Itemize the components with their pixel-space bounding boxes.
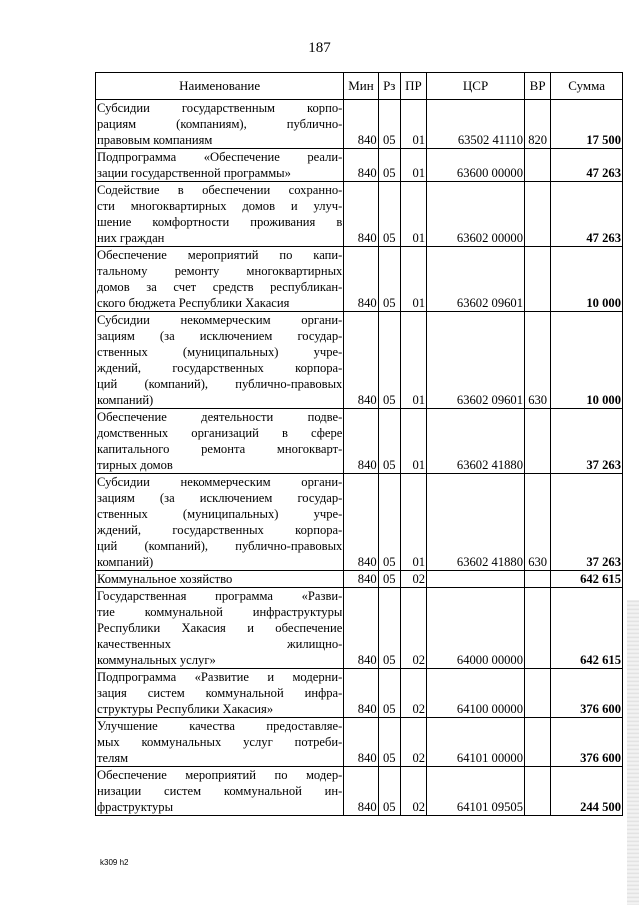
row-name-line: зация систем коммунальной инфра- [97, 686, 343, 700]
row-sum-cell: 376 600 [551, 718, 623, 767]
page-number: 187 [308, 40, 331, 56]
row-csr-cell [427, 571, 525, 588]
table-row [96, 409, 623, 474]
row-name-line: рациям (компаниям), публично- [97, 117, 343, 131]
row-pr-cell: 01 [400, 247, 426, 312]
row-name-line: Содействие в обеспечении сохранно- [97, 183, 343, 197]
row-name-cell [96, 100, 344, 149]
table-row [96, 718, 623, 767]
row-name-line: ждений, государственных корпора- [97, 523, 343, 537]
row-min-cell: 840 [344, 149, 378, 182]
row-name-line: низации систем коммунальной ин- [97, 784, 343, 798]
row-name-line: домов за счет средств республикан- [97, 280, 343, 294]
row-pr-cell: 01 [400, 149, 426, 182]
row-name-line: Коммунальное хозяйство [97, 572, 233, 586]
row-name-line: тие коммунальной инфраструктуры [97, 605, 343, 619]
row-name-line: Субсидии некоммерческим органи- [97, 313, 343, 327]
row-vr-cell [525, 588, 551, 669]
row-name-line: ского бюджета Республики Хакасия [97, 296, 290, 310]
row-name-cell [96, 182, 344, 247]
row-min-cell: 840 [344, 312, 378, 409]
budget-table [95, 72, 623, 816]
row-rz-cell: 05 [378, 767, 400, 816]
row-name-cell [96, 409, 344, 474]
row-vr-cell [525, 669, 551, 718]
row-rz-cell: 05 [378, 409, 400, 474]
row-name-line: Субсидии государственным корпо- [97, 101, 343, 115]
row-name-line: Субсидии некоммерческим органи- [97, 475, 343, 489]
row-min-cell: 840 [344, 474, 378, 571]
row-name-line: структуры Республики Хакасия» [97, 702, 274, 716]
table-row [96, 588, 623, 669]
row-min-cell: 840 [344, 571, 378, 588]
row-pr-cell: 01 [400, 409, 426, 474]
row-vr-cell [525, 718, 551, 767]
row-csr-cell: 63602 09601 [427, 247, 525, 312]
row-rz-cell: 05 [378, 182, 400, 247]
row-name-line: качественных жилищно- [97, 637, 343, 651]
row-pr-cell: 01 [400, 182, 426, 247]
row-name-line: мых коммунальных услуг потреби- [97, 735, 343, 749]
row-name-line: компаний) [97, 555, 154, 569]
table-row [96, 571, 623, 588]
row-name-line: фраструктуры [97, 800, 174, 814]
row-name-line: Обеспечение мероприятий по модер- [97, 768, 343, 782]
row-name-line: правовым компаниям [97, 133, 213, 147]
row-min-cell: 840 [344, 247, 378, 312]
row-rz-cell: 05 [378, 149, 400, 182]
row-sum-cell: 10 000 [551, 247, 623, 312]
row-sum-cell: 244 500 [551, 767, 623, 816]
row-pr-cell: 01 [400, 474, 426, 571]
row-name-cell [96, 588, 344, 669]
table-body [96, 100, 623, 816]
table-row [96, 182, 623, 247]
row-vr-cell [525, 409, 551, 474]
row-name-line: тальному ремонту многоквартирных [97, 264, 343, 278]
row-rz-cell: 05 [378, 571, 400, 588]
row-pr-cell: 02 [400, 718, 426, 767]
row-rz-cell: 05 [378, 312, 400, 409]
row-min-cell: 840 [344, 669, 378, 718]
column-header-name: Наименование [96, 73, 344, 100]
row-name-line: зации государственной программы» [97, 166, 291, 180]
row-name-line: Государственная программа «Разви- [97, 589, 343, 603]
row-name-line: ждений, государственных корпора- [97, 361, 343, 375]
row-name-line: Обеспечение деятельности подве- [97, 410, 343, 424]
row-name-cell [96, 247, 344, 312]
row-name-line: ственных (муниципальных) учре- [97, 507, 343, 521]
row-name-line: телям [97, 751, 129, 765]
row-min-cell: 840 [344, 182, 378, 247]
row-name-line: Республики Хакасия и обеспечение [97, 621, 343, 635]
row-sum-cell: 376 600 [551, 669, 623, 718]
row-name-line: капитального ремонта многокварт- [97, 442, 343, 456]
row-sum-cell: 642 615 [551, 571, 623, 588]
row-name-cell [96, 669, 344, 718]
row-rz-cell: 05 [378, 718, 400, 767]
row-pr-cell: 02 [400, 669, 426, 718]
row-rz-cell: 05 [378, 474, 400, 571]
row-csr-cell: 63602 41880 [427, 474, 525, 571]
table-row [96, 149, 623, 182]
row-csr-cell: 64101 00000 [427, 718, 525, 767]
row-name-line: Подпрограмма «Обеспечение реали- [97, 150, 343, 164]
row-name-cell [96, 571, 344, 588]
column-header-pr: ПР [400, 73, 426, 100]
row-min-cell: 840 [344, 588, 378, 669]
row-sum-cell: 37 263 [551, 474, 623, 571]
row-csr-cell: 64000 00000 [427, 588, 525, 669]
row-vr-cell [525, 149, 551, 182]
row-csr-cell: 63602 41880 [427, 409, 525, 474]
table-row [96, 247, 623, 312]
column-header-sum: Сумма [551, 73, 623, 100]
table-header-row [96, 73, 623, 100]
row-name-line: зациям (за исключением государ- [97, 329, 343, 343]
table-row [96, 312, 623, 409]
column-header-rz: Рз [378, 73, 400, 100]
row-csr-cell: 63600 00000 [427, 149, 525, 182]
row-rz-cell: 05 [378, 247, 400, 312]
row-name-line: компаний) [97, 393, 154, 407]
row-min-cell: 840 [344, 767, 378, 816]
row-pr-cell: 02 [400, 767, 426, 816]
row-name-line: Улучшение качества предоставляе- [97, 719, 343, 733]
row-name-line: зациям (за исключением государ- [97, 491, 343, 505]
row-name-cell [96, 312, 344, 409]
row-min-cell: 840 [344, 409, 378, 474]
row-vr-cell [525, 247, 551, 312]
row-name-line: ций (компаний), публично-правовых [97, 539, 343, 553]
row-min-cell: 840 [344, 718, 378, 767]
row-name-line: домственных организаций в сфере [97, 426, 343, 440]
row-vr-cell [525, 571, 551, 588]
row-csr-cell: 63502 41110 [427, 100, 525, 149]
table-row [96, 100, 623, 149]
row-name-cell [96, 767, 344, 816]
column-header-csr: ЦСР [427, 73, 525, 100]
row-name-cell [96, 718, 344, 767]
row-rz-cell: 05 [378, 100, 400, 149]
row-sum-cell: 17 500 [551, 100, 623, 149]
row-pr-cell: 01 [400, 100, 426, 149]
row-name-line: шение комфортности проживания в [97, 215, 343, 229]
row-csr-cell: 64100 00000 [427, 669, 525, 718]
row-name-line: них граждан [97, 231, 165, 245]
footer-code: k309 h2 [100, 858, 129, 867]
row-pr-cell: 02 [400, 571, 426, 588]
row-name-line: Подпрограмма «Развитие и модерни- [97, 670, 343, 684]
row-vr-cell [525, 767, 551, 816]
table-row [96, 474, 623, 571]
table-row [96, 669, 623, 718]
row-pr-cell: 02 [400, 588, 426, 669]
row-pr-cell: 01 [400, 312, 426, 409]
row-csr-cell: 64101 09505 [427, 767, 525, 816]
row-vr-cell [525, 182, 551, 247]
row-csr-cell: 63602 09601 [427, 312, 525, 409]
row-name-cell [96, 149, 344, 182]
row-vr-cell: 630 [525, 474, 551, 571]
row-sum-cell: 47 263 [551, 182, 623, 247]
row-vr-cell: 630 [525, 312, 551, 409]
row-min-cell: 840 [344, 100, 378, 149]
column-header-min: Мин [344, 73, 378, 100]
row-name-line: сти многоквартирных домов и улуч- [97, 199, 343, 213]
row-csr-cell: 63602 00000 [427, 182, 525, 247]
row-name-line: ственных (муниципальных) учре- [97, 345, 343, 359]
column-header-vr: ВР [525, 73, 551, 100]
row-sum-cell: 10 000 [551, 312, 623, 409]
scan-edge-artifact [627, 600, 639, 905]
row-vr-cell: 820 [525, 100, 551, 149]
table-row [96, 767, 623, 816]
row-sum-cell: 47 263 [551, 149, 623, 182]
row-rz-cell: 05 [378, 588, 400, 669]
row-name-line: Обеспечение мероприятий по капи- [97, 248, 343, 262]
row-sum-cell: 642 615 [551, 588, 623, 669]
row-name-line: коммунальных услуг» [97, 653, 216, 667]
row-name-line: тирных домов [97, 458, 173, 472]
row-name-cell [96, 474, 344, 571]
row-rz-cell: 05 [378, 669, 400, 718]
row-name-line: ций (компаний), публично-правовых [97, 377, 343, 391]
row-sum-cell: 37 263 [551, 409, 623, 474]
